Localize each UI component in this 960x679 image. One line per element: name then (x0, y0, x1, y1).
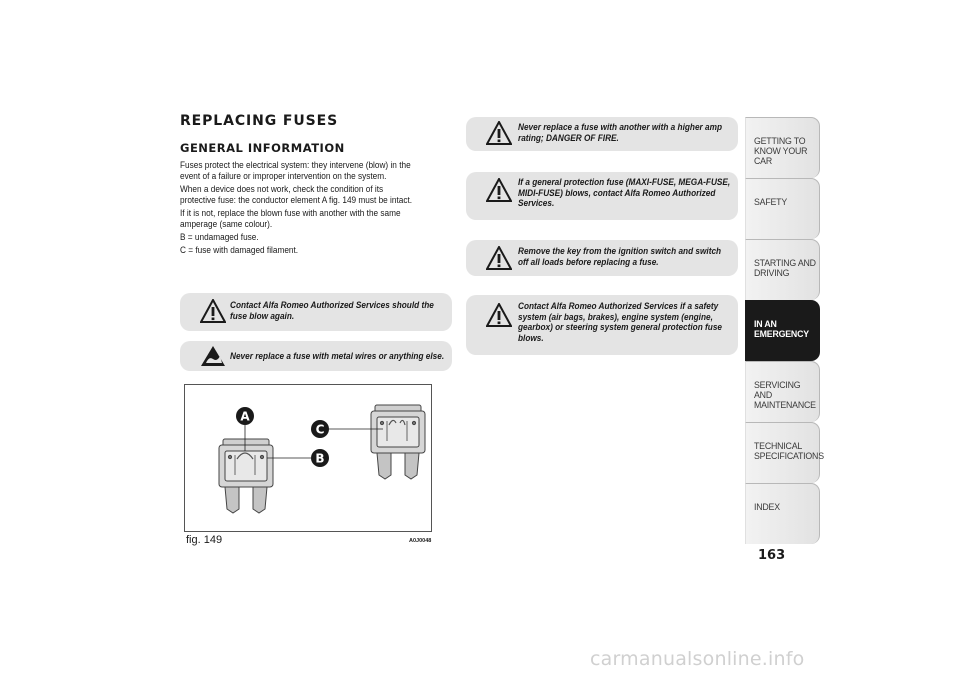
warning-triangle-icon (486, 178, 512, 202)
tab-starting-and-driving[interactable] (745, 239, 820, 300)
body-text (180, 160, 417, 258)
figure-code: A0J0048 (409, 538, 432, 544)
label-a: A (240, 409, 250, 424)
paragraph: When a device does not work, check the condition of its protective fuse: the conductor element A fig. 149 must be intact. (180, 184, 413, 206)
warning-text: If a general protection fuse (MAXI-FUSE, MEGA-FUSE, MIDI-FUSE) blows, contact Alfa Romeo Authorized Services. (518, 176, 731, 208)
warning-box (466, 240, 738, 276)
chapter-tabs (745, 117, 824, 544)
tab-label: TECHNICAL SPECIFICATIONS (754, 441, 824, 461)
warning-triangle-icon (486, 121, 512, 145)
tab-label: SERVICING AND MAINTENANCE (754, 380, 816, 410)
label-c: C (315, 422, 325, 437)
warning-box (466, 295, 738, 355)
warning-text: Never replace a fuse with another with a higher amp rating; DANGER OF FIRE. (518, 121, 723, 143)
warning-triangle-icon (200, 299, 226, 323)
warning-box (466, 172, 738, 220)
fuse-figure (184, 384, 432, 532)
tab-label: INDEX (754, 502, 780, 512)
warning-triangle-icon (486, 246, 512, 270)
tab-getting-to-know-your-car[interactable] (745, 117, 820, 178)
warning-box (180, 293, 452, 331)
tab-in-an-emergency[interactable] (745, 300, 820, 361)
tab-label: IN AN EMERGENCY (754, 319, 809, 339)
page-number: 163 (758, 548, 786, 563)
label-b: B (315, 451, 325, 466)
tab-index[interactable] (745, 483, 820, 544)
tab-label: STARTING AND DRIVING (754, 258, 816, 278)
paragraph: If it is not, replace the blown fuse with another with the same amperage (same colour). (180, 208, 401, 230)
tab-label: GETTING TO KNOW YOUR CAR (754, 136, 808, 166)
warning-text: Never replace a fuse with metal wires or anything else. (230, 350, 445, 361)
undamaged-fuse (219, 439, 273, 513)
warning-text: Remove the key from the ignition switch and switch off all loads before replacing a fuse. (518, 245, 722, 267)
paragraph: Fuses protect the electrical system: they intervene (blow) in the event of a failure or improper intervention on the system. (180, 160, 411, 182)
warning-box (466, 117, 738, 151)
warning-triangle-icon (486, 303, 512, 327)
figure-caption: fig. 149 (186, 534, 223, 546)
tab-servicing-and-maintenance[interactable] (745, 361, 820, 422)
warning-text: Contact Alfa Romeo Authorized Services should the fuse blow again. (230, 299, 434, 321)
warning-text: Contact Alfa Romeo Authorized Services if a safety system (air bags, brakes), engine system (engine, gearbox) or steering system general protection fuse blows. (518, 300, 723, 343)
paragraph: C = fuse with damaged filament. (180, 245, 299, 256)
watermark: carmanualsonline.info (590, 648, 805, 670)
tab-technical-specifications[interactable] (745, 422, 824, 483)
page-heading: REPLACING FUSES (180, 113, 339, 129)
environment-warning-icon (200, 344, 226, 368)
tab-label: SAFETY (754, 197, 788, 207)
fuse-illustration (185, 385, 431, 531)
section-subheading: GENERAL INFORMATION (180, 141, 345, 155)
damaged-fuse (371, 405, 425, 479)
paragraph: B = undamaged fuse. (180, 232, 259, 243)
tab-safety[interactable] (745, 178, 820, 239)
warning-box (180, 341, 452, 371)
